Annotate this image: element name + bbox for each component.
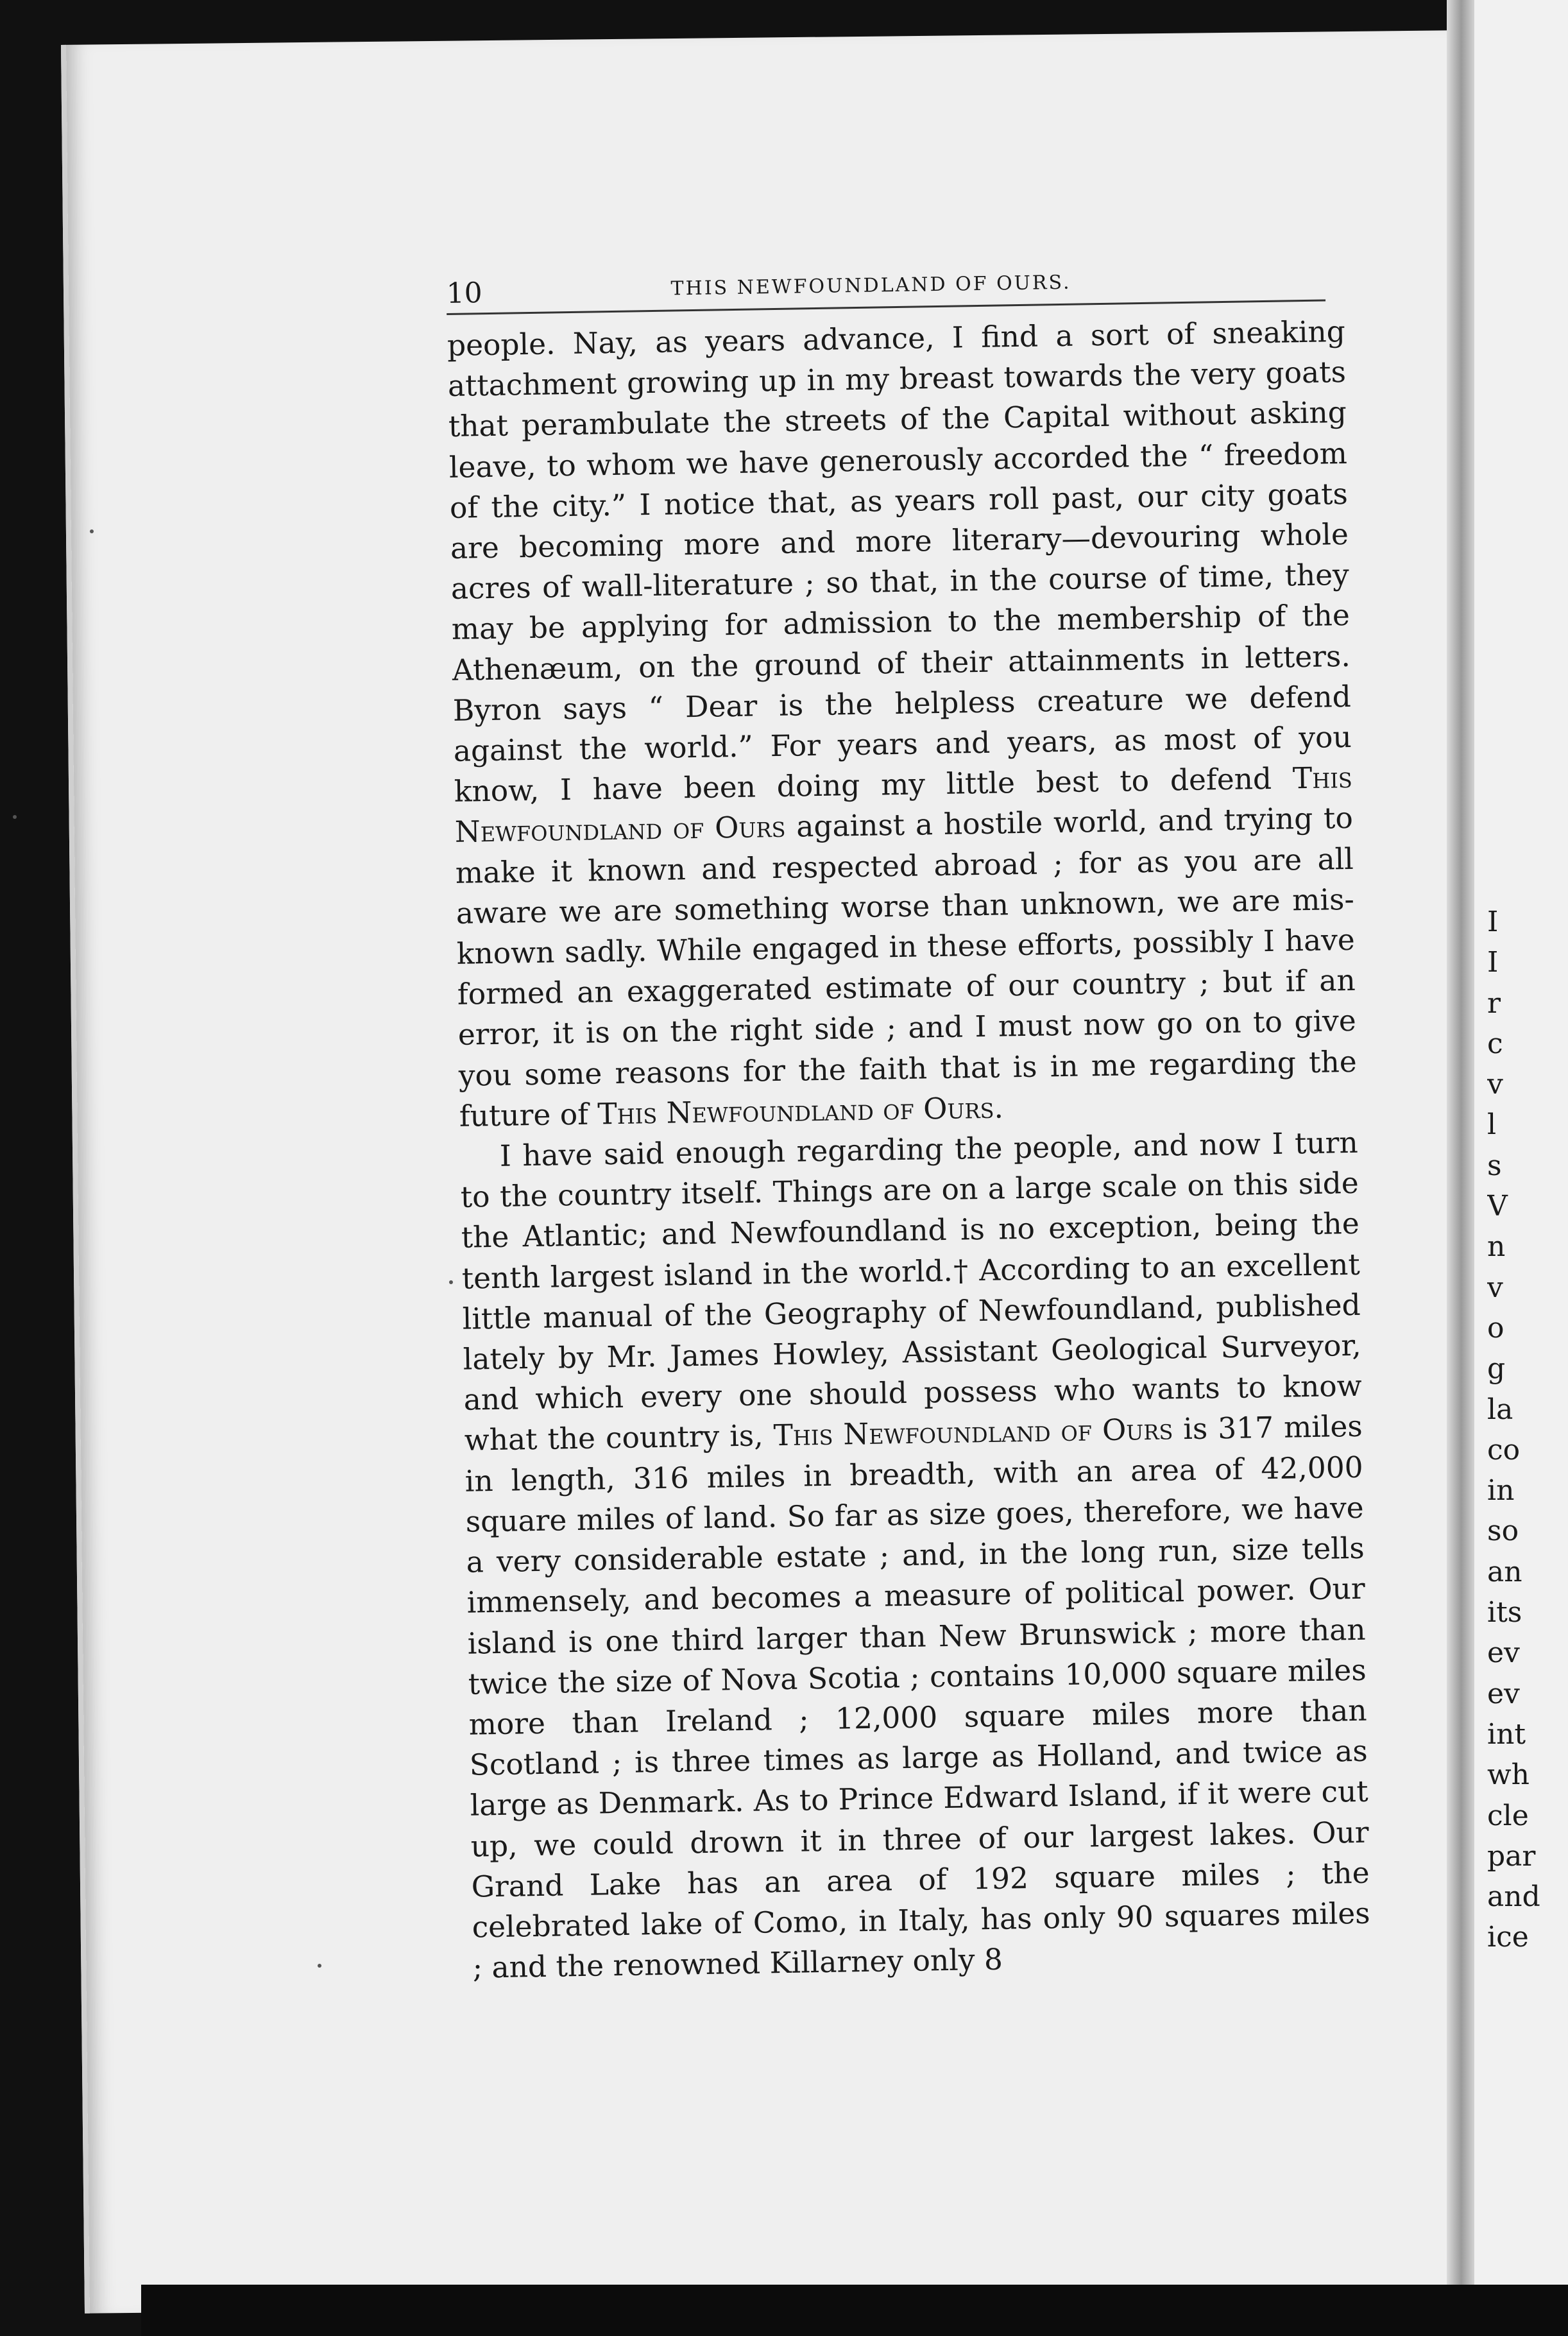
facing-page-fragment: I [1487, 906, 1499, 938]
scan-speck [318, 1964, 321, 1968]
facing-page-fragment: o [1487, 1311, 1504, 1344]
facing-page-fragment: in [1487, 1474, 1515, 1507]
facing-page-fragment: n [1487, 1230, 1506, 1264]
facing-page [1474, 0, 1568, 2285]
facing-page-fragment: c [1487, 1027, 1503, 1060]
facing-page-fragment: an [1487, 1555, 1522, 1588]
small-caps-title: This Newfoundland of Ours [454, 760, 1353, 850]
facing-page-text-fragments [1487, 902, 1568, 1958]
scan-speck [90, 529, 94, 533]
running-title: THIS NEWFOUNDLAND OF OURS. [670, 271, 1071, 300]
paragraph: people. Nay, as years advance, I find a sort of sneaking attachment growing up in my breast towards the very goats that perambulate the streets of the Capital without asking leave, to whom we have generously accorded the “ freedom of the city.” I notice that, as years roll past, our city goats are becoming more and more literary—devouring whole acres of wall-literature ; so that, in the course of time, they may be applying for admission to the membership of the Athenæum, on the ground of their attainments in letters. Byron says “ Dear is the helpless creature we defend against the world.” For years and years, as most of you know, I have been doing my little best to defend This Newfoundland of Ours against a hostile world, and trying to make it known and respected abroad ; for as you are all aware we are something worse than unknown, we are mis-known sadly. While engaged in these efforts, possibly I have formed an exaggerated estimate of our country ; but if an error, it is on the right side ; and I must now go on to give you some reasons for the faith that is in me regarding the future of This Newfoundland of Ours. [447, 314, 1358, 1133]
facing-page-fragment: la [1487, 1393, 1513, 1426]
facing-page-fragment: int [1487, 1717, 1526, 1751]
facing-page-fragment: V [1487, 1190, 1508, 1223]
book-gutter [1447, 0, 1476, 2285]
facing-page-fragment: g [1487, 1352, 1506, 1386]
facing-page-fragment: ev [1487, 1636, 1520, 1670]
facing-page-fragment: v [1487, 1271, 1503, 1304]
facing-page-fragment: and [1487, 1880, 1540, 1914]
facing-page-fragment: par [1487, 1839, 1536, 1873]
facing-page-fragment: its [1487, 1596, 1522, 1629]
facing-page-fragment: l [1487, 1108, 1497, 1142]
scan-speck [13, 815, 17, 819]
facing-page-fragment: r [1487, 986, 1501, 1020]
page-number: 10 [446, 277, 483, 310]
facing-page-fragment: so [1487, 1515, 1519, 1548]
body-text [447, 311, 1371, 1988]
scan-speck [449, 1280, 453, 1284]
facing-page-fragment: cle [1487, 1799, 1529, 1832]
facing-page-fragment: co [1487, 1433, 1521, 1466]
small-caps-title: This Newfoundland of Ours [597, 1090, 994, 1131]
paragraph: I have said enough regarding the people, and now I turn to the country itself. Things are on a large scale on this side the Atlantic; and Newfoundland is no exception, being the tenth largest island in the world.† According to an excellent little manual of the Geography of Newfoundland, published lately by Mr. James Howley, Assistant Geological Surveyor, and which every one should possess who wants to know what the country is, This Newfoundland of Ours is 317 miles in length, 316 miles in breadth, with an area of 42,000 square miles of land. So far as size goes, therefore, we have a very considerable estate ; and, in the long run, size tells immensely, and becomes a measure of political power. Our island is one third larger than New Brunswick ; more than twice the size of Nova Scotia ; contains 10,000 square miles more than Ireland ; 12,000 square miles more than Scotland ; is three times as large as Holland, and twice as large as Denmark. As to Prince Edward Island, if it were cut up, we could drown it in three of our largest lakes. Our Grand Lake has an area of 192 square miles ; the celebrated lake of Como, in Italy, has only 90 squares miles ; and the renowned Killarney only 8 [460, 1125, 1370, 1985]
small-caps-title: This Newfoundland of Ours [773, 1412, 1173, 1453]
facing-page-fragment: ev [1487, 1677, 1520, 1710]
facing-page-fragment: ice [1487, 1921, 1529, 1954]
scan-bottom-edge [141, 2285, 1568, 2336]
facing-page-fragment: s [1487, 1149, 1502, 1182]
facing-page-fragment: wh [1487, 1758, 1530, 1792]
page-content [446, 250, 1406, 1988]
facing-page-fragment: I [1487, 946, 1499, 979]
facing-page-fragment: v [1487, 1068, 1503, 1101]
